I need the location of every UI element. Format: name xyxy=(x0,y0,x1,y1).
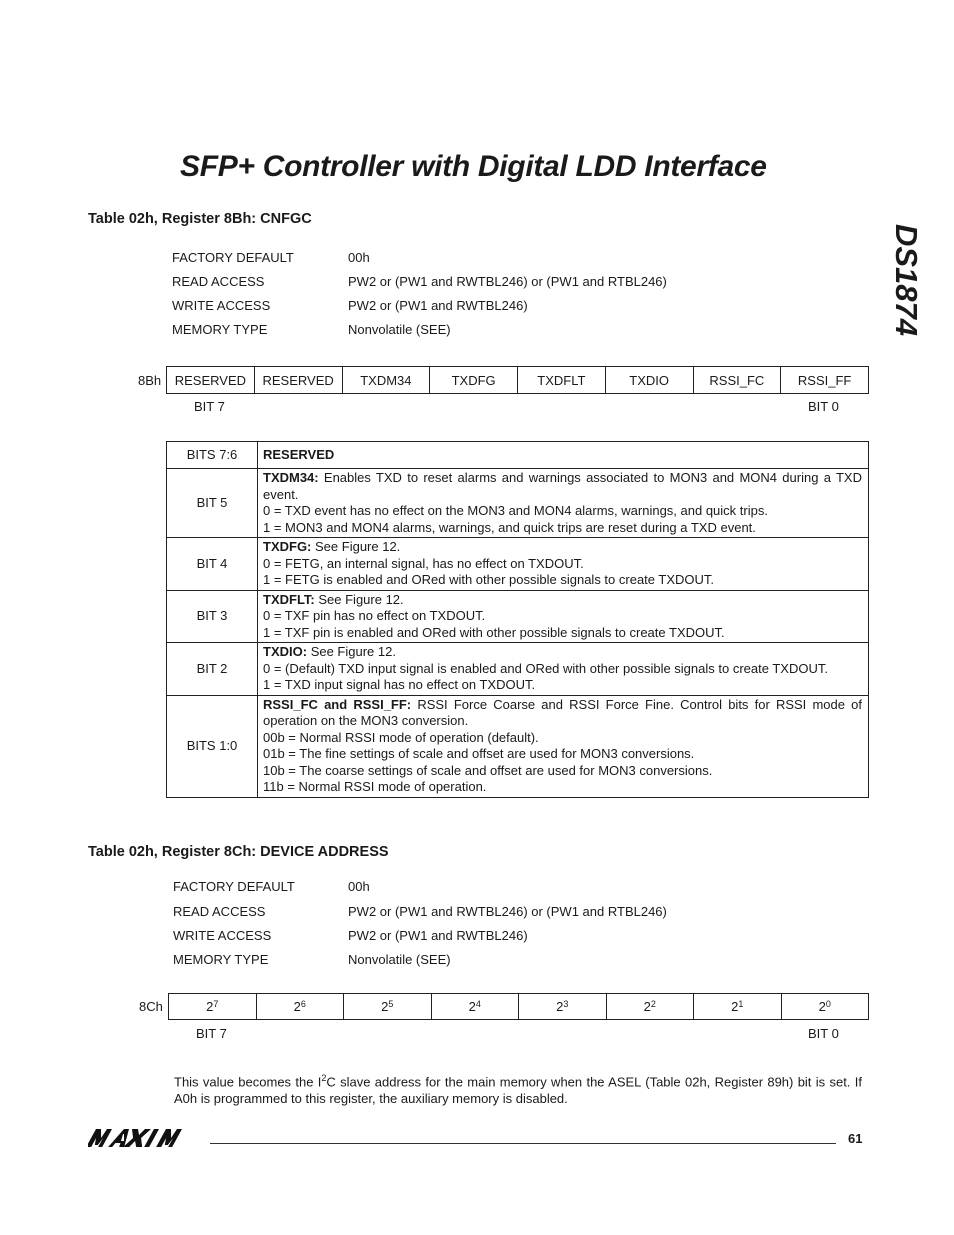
part-number-text: DS1874 xyxy=(889,223,924,337)
field-value-line: 01b = The fine settings of scale and offset are used for MON3 conversions. xyxy=(263,746,695,761)
property-label: READ ACCESS xyxy=(172,274,265,289)
bit-description-table xyxy=(166,441,869,798)
bit-weight-base: 2 xyxy=(468,999,476,1014)
field-summary: See Figure 12. xyxy=(318,591,404,607)
note-text-end: C slave address for the main memory when the ASEL (Table 02h, Register 89h) bit is set. If A0h is programmed to this register, the auxiliary memory is disabled. xyxy=(174,1074,862,1107)
field-value-line: 1 = FETG is enabled and ORed with other possible signals to create TXDOUT. xyxy=(263,572,715,587)
property-row xyxy=(172,322,732,338)
msb-label: BIT 7 xyxy=(196,1026,227,1041)
bit-weight-base: 2 xyxy=(643,999,651,1014)
bit-range-cell: BITS 1:0 xyxy=(167,695,258,797)
bit-weight-cell xyxy=(782,994,869,1019)
field-value-line: 1 = TXD input signal has no effect on TXDOUT. xyxy=(263,677,536,692)
bit-range-cell: BIT 2 xyxy=(167,643,258,696)
bit-weight-cell xyxy=(519,994,607,1019)
lsb-label: BIT 0 xyxy=(808,1026,839,1041)
bit-cell: TXDM34 xyxy=(343,367,431,393)
bit-cell: RESERVED xyxy=(255,367,343,393)
register-bit-map xyxy=(166,366,869,394)
property-row xyxy=(173,904,733,920)
property-row xyxy=(172,274,732,290)
bit-weight-exponent: 4 xyxy=(475,998,481,1009)
bit-range-cell: BIT 5 xyxy=(167,469,258,538)
bit-weight-base: 2 xyxy=(818,999,826,1014)
section-heading-device-address: Table 02h, Register 8Ch: DEVICE ADDRESS xyxy=(88,844,389,860)
bit-description-cell xyxy=(258,643,869,696)
page-number: 61 xyxy=(848,1131,863,1146)
part-number-label xyxy=(836,215,954,345)
note-superscript: 2 xyxy=(321,1073,327,1083)
register-bit-map xyxy=(168,993,869,1020)
field-value-line: 11b = Normal RSSI mode of operation. xyxy=(263,779,487,794)
footer-rule xyxy=(210,1143,836,1144)
property-value: Nonvolatile (SEE) xyxy=(348,322,451,337)
bit-cell: TXDFLT xyxy=(518,367,606,393)
property-label: WRITE ACCESS xyxy=(172,298,271,313)
bit-weight-cell xyxy=(169,994,257,1019)
bit-weight-base: 2 xyxy=(206,999,214,1014)
property-label: READ ACCESS xyxy=(173,904,266,919)
bit-weight-exponent: 7 xyxy=(213,998,219,1009)
lsb-label: BIT 0 xyxy=(808,399,839,414)
bit-weight-cell xyxy=(694,994,782,1019)
property-value: PW2 or (PW1 and RWTBL246) xyxy=(348,928,528,943)
bit-cell: RSSI_FC xyxy=(694,367,782,393)
table-row xyxy=(167,442,869,469)
bit-weight-exponent: 3 xyxy=(563,998,569,1009)
bit-cell: RESERVED xyxy=(167,367,255,393)
bit-weight-exponent: 0 xyxy=(825,998,831,1009)
bit-description-cell xyxy=(258,442,869,469)
bit-range-cell: BIT 4 xyxy=(167,538,258,591)
property-row xyxy=(173,952,733,968)
bit-weight-base: 2 xyxy=(293,999,301,1014)
property-value: Nonvolatile (SEE) xyxy=(348,952,451,967)
property-value: PW2 or (PW1 and RWTBL246) xyxy=(348,298,528,313)
field-value-line: 00b = Normal RSSI mode of operation (default). xyxy=(263,729,539,745)
field-name: TXDFLT: xyxy=(263,591,315,607)
field-summary: See Figure 12. xyxy=(310,644,396,659)
bit-description-cell xyxy=(258,590,869,643)
field-value-line: 0 = TXF pin has no effect on TXDOUT. xyxy=(263,608,486,623)
bit-range-cell: BITS 7:6 xyxy=(167,442,258,469)
msb-label: BIT 7 xyxy=(194,399,225,414)
bit-weight-base: 2 xyxy=(731,999,739,1014)
property-value: 00h xyxy=(348,879,370,894)
property-label: FACTORY DEFAULT xyxy=(173,879,295,894)
page-title: SFP+ Controller with Digital LDD Interface xyxy=(180,150,767,183)
bit-description-cell xyxy=(258,695,869,797)
field-summary: Enables TXD to reset alarms and warnings associated to MON3 and MON4 during a TXD event. xyxy=(263,470,862,502)
maxim-logo xyxy=(88,1129,200,1147)
field-name: RESERVED xyxy=(263,446,335,462)
bit-weight-exponent: 6 xyxy=(300,998,306,1009)
table-row xyxy=(167,590,869,643)
property-value: PW2 or (PW1 and RWTBL246) or (PW1 and RTBL246) xyxy=(348,274,667,289)
bit-description-cell xyxy=(258,538,869,591)
property-label: MEMORY TYPE xyxy=(173,952,269,967)
note-text-start: This value becomes the I xyxy=(174,1074,322,1090)
field-summary: RSSI Force Coarse and RSSI Force Fine. Control bits for RSSI mode of operation on the MON3 conversion. xyxy=(263,696,862,728)
field-value-line: 0 = (Default) TXD input signal is enabled and ORed with other possible signals to create TXDOUT. xyxy=(263,660,828,676)
register-address-label: 8Bh xyxy=(138,373,162,388)
property-row xyxy=(173,928,733,944)
field-summary: See Figure 12. xyxy=(315,539,401,554)
field-name: TXDM34: xyxy=(263,470,319,485)
property-value: PW2 or (PW1 and RWTBL246) or (PW1 and RTBL246) xyxy=(348,904,667,919)
bit-description-cell xyxy=(258,469,869,538)
bit-cell: RSSI_FF xyxy=(797,372,852,388)
bit-weight-cell xyxy=(607,994,695,1019)
bit-cell: TXDIO xyxy=(606,367,694,393)
field-name: TXDFG: xyxy=(263,539,312,554)
bit-range-cell: BIT 3 xyxy=(167,590,258,643)
register-note xyxy=(174,1070,862,1107)
bit-weight-exponent: 2 xyxy=(650,998,656,1009)
field-value-line: 1 = TXF pin is enabled and ORed with other possible signals to create TXDOUT. xyxy=(263,624,725,640)
property-label: WRITE ACCESS xyxy=(173,928,272,943)
property-row xyxy=(173,879,733,895)
property-value: 00h xyxy=(348,250,370,265)
field-name: RSSI_FC and RSSI_FF: xyxy=(263,696,412,712)
property-row xyxy=(172,250,732,266)
field-value-line: 0 = FETG, an internal signal, has no effect on TXDOUT. xyxy=(263,555,584,571)
table-row xyxy=(167,538,869,591)
field-value-line: 10b = The coarse settings of scale and offset are used for MON3 conversions. xyxy=(263,762,713,778)
bit-cell: TXDFG xyxy=(430,367,518,393)
property-label: MEMORY TYPE xyxy=(172,322,268,337)
section-heading-cnfgc: Table 02h, Register 8Bh: CNFGC xyxy=(88,211,312,227)
register-address-label: 8Ch xyxy=(139,999,163,1014)
bit-weight-exponent: 1 xyxy=(738,998,744,1009)
field-value-line: 0 = TXD event has no effect on the MON3 and MON4 alarms, warnings, and quick trips. xyxy=(263,503,768,518)
bit-weight-exponent: 5 xyxy=(388,998,394,1009)
table-row xyxy=(167,695,869,797)
property-label: FACTORY DEFAULT xyxy=(172,250,294,265)
table-row xyxy=(167,469,869,538)
bit-weight-base: 2 xyxy=(381,999,389,1014)
field-value-line: 1 = MON3 and MON4 alarms, warnings, and quick trips are reset during a TXD event. xyxy=(263,519,756,535)
property-row xyxy=(172,298,732,314)
bit-weight-cell xyxy=(344,994,432,1019)
table-row xyxy=(167,643,869,696)
bit-weight-cell xyxy=(257,994,345,1019)
bit-weight-base: 2 xyxy=(556,999,564,1014)
bit-weight-cell xyxy=(432,994,520,1019)
field-name: TXDIO: xyxy=(263,644,308,659)
